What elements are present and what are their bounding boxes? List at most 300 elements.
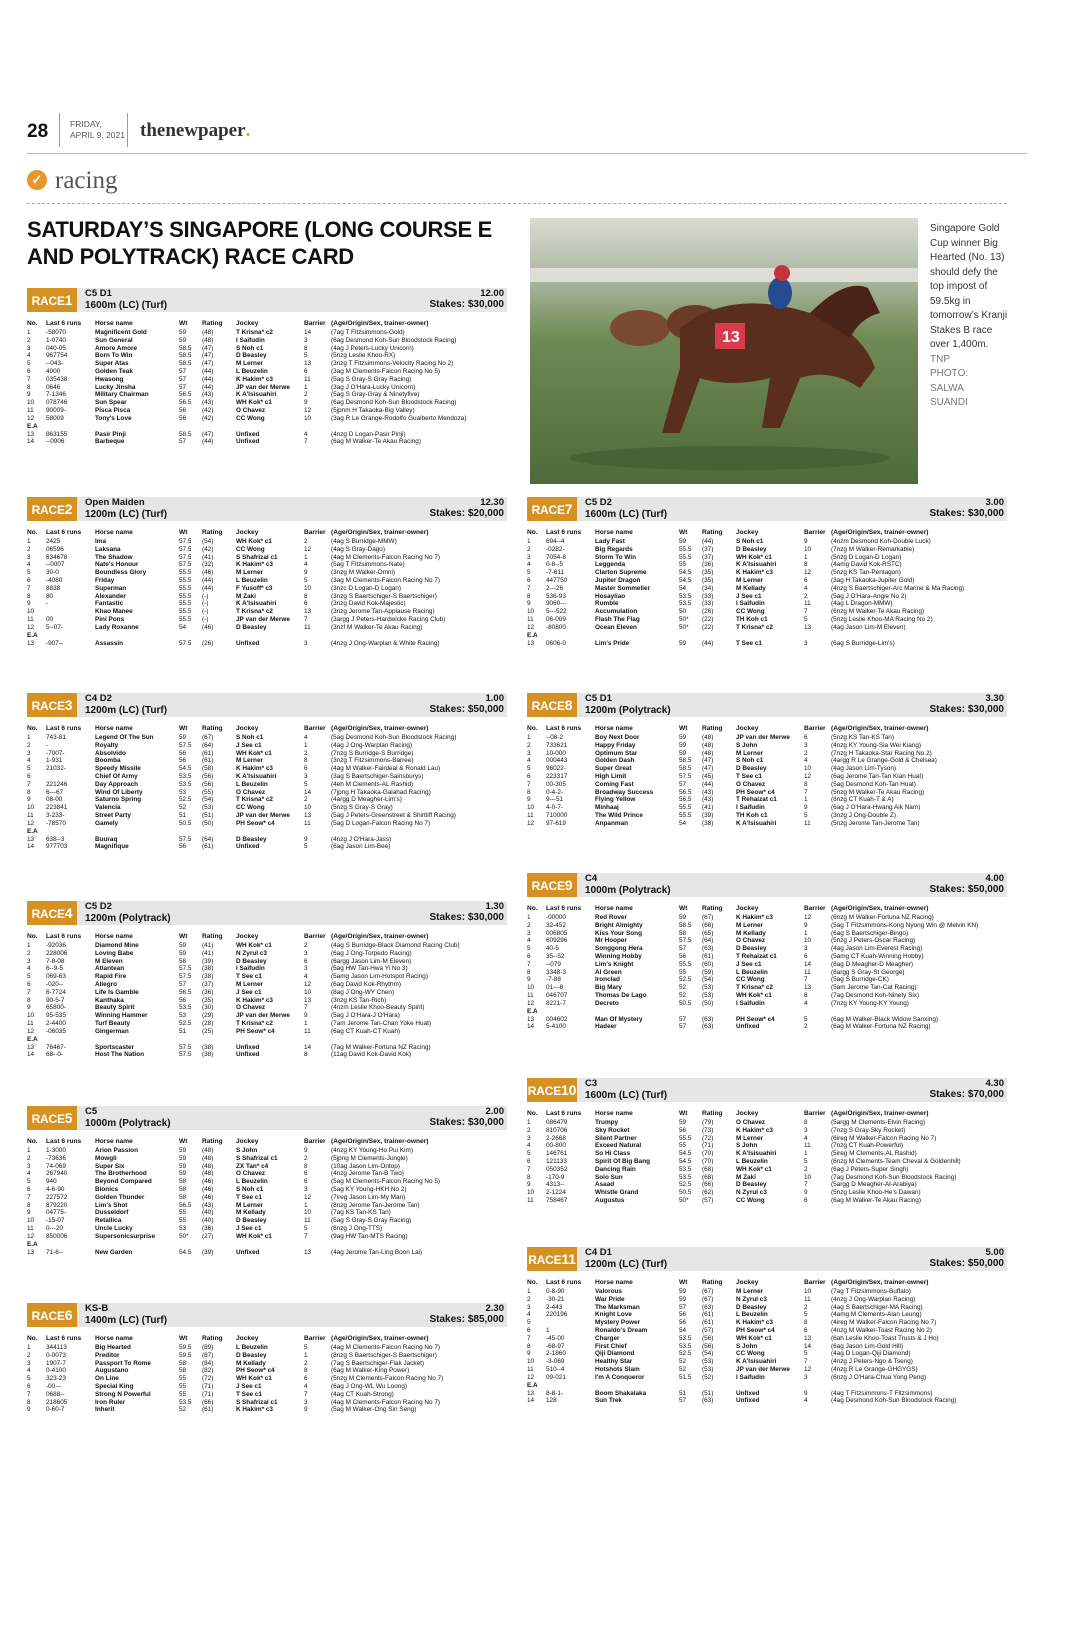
runner-number: 11: [527, 991, 534, 999]
runner-number: 11: [27, 1019, 34, 1027]
runner-number: 4: [527, 561, 531, 569]
race-distance: 1400m (LC) (Turf): [85, 1315, 168, 1326]
trainer-owner: (6nzg M Walker-Te Akau Racing): [831, 608, 925, 616]
horse-name: So Hi Class: [595, 1150, 631, 1158]
last-six-runs: 267940: [46, 1170, 68, 1178]
table-row: [527, 1319, 1007, 1327]
barrier: 8: [304, 1162, 308, 1170]
rating: (61): [202, 843, 214, 851]
race-time: 12.00: [480, 288, 504, 299]
horse-name: Clarton Supreme: [595, 569, 647, 577]
barrier: 2: [804, 592, 808, 600]
racehorse-photo-image: [530, 218, 918, 484]
jockey: WH Kok* c1: [236, 399, 272, 407]
rating: (54): [202, 538, 214, 545]
weight: 58: [679, 929, 687, 937]
barrier: 3: [804, 945, 808, 953]
horse-name: Spirit Of Big Bang: [595, 1157, 651, 1165]
race-photo: [530, 218, 918, 484]
trainer-owner: (4nzg KY Young-Sia Wei Kiang): [831, 741, 922, 749]
table-row: [27, 1209, 507, 1217]
column-header: Rating: [202, 528, 223, 536]
table-row: [27, 345, 507, 353]
last-six-runs: 35--52: [546, 952, 565, 960]
table-row: [527, 1150, 1007, 1158]
photo-caption: [930, 222, 1012, 411]
barrier: 5: [304, 1344, 308, 1351]
last-six-runs: -: [46, 600, 49, 608]
horse-name: Super Great: [595, 765, 632, 773]
jockey: J See c1: [236, 1382, 262, 1390]
runner-number: 2: [527, 741, 531, 749]
jockey: M Lerner: [736, 921, 763, 929]
weight: 56.5: [679, 788, 692, 796]
jockey: CC Wong: [736, 976, 765, 984]
horse-name: Absolvido: [95, 749, 126, 757]
runner-number: 1: [27, 538, 31, 545]
ea-label: E.A: [27, 827, 38, 835]
trainer-owner: (6ag Desmond Koh-Sun Bloodstock Racing): [331, 399, 457, 407]
horse-name: Coming Fast: [595, 780, 634, 788]
race-distance: 1600m (LC) (Turf): [585, 1090, 668, 1101]
table-row: [527, 765, 1007, 773]
rating: (46): [202, 1178, 214, 1186]
barrier: 2: [304, 942, 308, 949]
trainer-owner: (4ag S Gray-Dago): [331, 545, 385, 553]
weight: 53.5: [679, 1342, 692, 1350]
rating: (70): [702, 1157, 714, 1165]
race-class: [85, 497, 167, 520]
runner-number: 14: [27, 438, 35, 446]
rating: (50): [202, 819, 214, 827]
table-row: [527, 608, 1007, 616]
race-class-name: C5: [85, 1106, 98, 1117]
column-header: (Age/Origin/Sex, trainer-owner): [331, 932, 429, 940]
jockey: M Kellady: [736, 929, 766, 937]
last-six-runs: 8838: [46, 584, 61, 592]
barrier: 12: [804, 914, 812, 921]
last-six-runs: [46, 773, 95, 781]
weight: 58.5: [679, 921, 692, 929]
rating: (72): [202, 1375, 214, 1383]
runner-number: 9: [27, 391, 31, 399]
weight: 52.5: [679, 1350, 692, 1358]
race-label: RACE: [31, 699, 65, 713]
jockey: D Beasley: [236, 1351, 267, 1359]
barrier: 14: [804, 960, 812, 968]
last-six-runs: --043-: [46, 360, 64, 368]
runner-number: 14: [527, 1023, 535, 1031]
race-time: 4.00: [985, 873, 1004, 884]
trainer-owner: (5nzg D Logan-D Logan): [831, 553, 902, 561]
table-row: [27, 438, 507, 446]
column-header: Wt: [679, 528, 688, 536]
last-six-runs: 80: [46, 592, 54, 600]
rating: (47): [202, 360, 214, 368]
barrier: 1: [304, 741, 308, 749]
table-row: [527, 1358, 1007, 1366]
rating: (63): [702, 945, 714, 953]
last-six-runs: 323-23: [46, 1375, 66, 1383]
table-row: [27, 1155, 507, 1163]
jockey: Unfixed: [236, 1043, 260, 1051]
weight: 55.5: [179, 600, 192, 608]
column-header: Barrier: [304, 1334, 326, 1342]
last-six-runs: [546, 1319, 595, 1327]
barrier: 10: [304, 804, 312, 812]
table-row: [27, 1163, 507, 1171]
race-stakes: Stakes: $30,000: [929, 508, 1004, 519]
rating: (63): [702, 1397, 714, 1405]
trainer-owner: (4nzg S Baertschiger-Arc Marine & Ma Racing): [831, 584, 965, 592]
weight: 53.5: [179, 1004, 192, 1012]
horse-name: Supersonicsurprise: [95, 1232, 156, 1240]
table-row: [27, 431, 507, 439]
last-six-runs: 04775-: [46, 1209, 66, 1217]
runner-number: 13: [27, 835, 35, 843]
barrier: 6: [304, 1178, 308, 1186]
last-six-runs: 2-2668: [546, 1134, 566, 1142]
runner-number: 9: [527, 976, 531, 984]
divider: [127, 113, 128, 147]
race-number: 1: [64, 292, 73, 308]
trainer-owner: (5ag HW Tan-Hwa Yi No 3): [331, 965, 408, 973]
horse-name: Atlantean: [95, 965, 125, 973]
horse-name: The Brotherhood: [95, 1170, 147, 1178]
horse-name: Augustus: [595, 1196, 625, 1204]
weight: 55: [179, 1375, 187, 1383]
rating: (39): [202, 1248, 214, 1256]
weight: 56: [679, 952, 687, 960]
barrier: 9: [804, 804, 808, 812]
race-distance: 1200m (Polytrack): [85, 913, 171, 924]
race-class-name: C5 D2: [585, 497, 612, 508]
table-row: [27, 1233, 507, 1241]
horse-name: Alexander: [95, 592, 126, 600]
table-row: [27, 973, 507, 981]
rating: (71): [702, 1142, 714, 1150]
runner-number: 9: [527, 1181, 531, 1189]
barrier: 5: [804, 1157, 808, 1165]
horse-name: First Chief: [595, 1342, 627, 1350]
jockey: JP van der Merwe: [236, 383, 290, 391]
column-header: Barrier: [304, 932, 326, 940]
brand-dot: .: [245, 120, 251, 141]
horse-name: Military Chairman: [95, 391, 149, 399]
trainer-owner: (5ag T Fitzsimmons-Nate): [331, 561, 405, 569]
table-row: [527, 796, 1007, 804]
barrier: 13: [804, 984, 812, 992]
trainer-owner: (8nzg S Baertschiger-S Baertschiger): [331, 1351, 437, 1359]
rating: (46): [202, 623, 214, 631]
rating: (52): [702, 1373, 714, 1381]
barrier: 6: [804, 952, 808, 960]
race-distance: 1600m (LC) (Turf): [85, 300, 168, 311]
jockey: D Beasley: [736, 545, 767, 553]
barrier: 4: [804, 584, 808, 592]
race-distance: 1000m (Polytrack): [585, 885, 671, 896]
horse-name: Big Mary: [595, 984, 622, 992]
trainer-owner: (5ag S Gray-S Gray Racing): [331, 1217, 412, 1225]
weight: 55.5: [679, 553, 692, 561]
weight: 59: [679, 1288, 687, 1295]
barrier: 9: [804, 1389, 808, 1397]
barrier: 1: [304, 1019, 308, 1027]
column-header: Horse name: [95, 528, 133, 536]
last-six-runs: 863155: [46, 430, 68, 438]
barrier: 1: [304, 553, 308, 561]
last-six-runs: 3348-3: [546, 968, 566, 976]
race-card-1: [27, 288, 507, 446]
column-header: No.: [27, 1137, 38, 1145]
jockey: I Saifudin: [736, 600, 765, 608]
table-row: [527, 1197, 1007, 1205]
horse-name: Uncle Lucky: [95, 1224, 133, 1232]
rating: (28): [202, 1019, 214, 1027]
table-row: [27, 789, 507, 797]
rating: (56): [702, 1334, 714, 1342]
jockey: K Hakim* c3: [236, 375, 273, 383]
weight: 52: [679, 984, 687, 992]
brand-logo: [140, 120, 250, 142]
barrier: 12: [304, 406, 312, 414]
rating: (47): [202, 344, 214, 352]
last-six-runs: 96022-: [546, 765, 566, 773]
weight: 50*: [179, 1232, 189, 1240]
horse-name: Mowgli: [95, 1154, 117, 1162]
last-six-runs: 1-931: [46, 757, 63, 765]
last-six-runs: -45-00: [546, 1334, 565, 1342]
jockey: Unfixed: [236, 430, 260, 438]
table-row: [27, 399, 507, 407]
runner-number: 13: [27, 639, 35, 647]
column-header: Wt: [679, 1109, 688, 1117]
weight: 57.5: [179, 639, 192, 647]
runner-number: 13: [27, 1043, 35, 1051]
jockey: TH Koh c1: [736, 811, 768, 819]
weight: 56: [679, 1126, 687, 1134]
trainer-owner: (6argg Jason Lim-M Eleven): [331, 957, 412, 965]
weight: 55: [679, 561, 687, 569]
rating: (63): [702, 1015, 714, 1023]
trainer-owner: (3ag S Baertschiger-Sainsburys): [331, 772, 424, 780]
last-six-runs: -00000: [546, 914, 566, 921]
horse-name: Al Green: [595, 968, 622, 976]
trainer-owner: (4ag S Baertschiger-MA Racing): [831, 1303, 923, 1311]
rating: (51): [702, 1389, 714, 1397]
race-label: RACE: [527, 1084, 561, 1098]
weight: 58.5: [679, 765, 692, 773]
barrier: 12: [804, 772, 812, 780]
horse-name: Bionics: [95, 1185, 119, 1193]
jockey: WH Kok* c1: [236, 942, 272, 949]
column-header: Last 6 runs: [546, 904, 582, 912]
barrier: 1: [804, 553, 808, 561]
trainer-owner: (3nzf M Walker-Te Akau Racing): [331, 623, 423, 631]
rating: (29): [202, 1012, 214, 1020]
table-row: [27, 391, 507, 399]
jockey: Unfixed: [736, 1389, 760, 1397]
weight: 53: [179, 1224, 187, 1232]
column-header: Horse name: [595, 724, 633, 732]
horse-name: Speedy Missile: [95, 765, 141, 773]
table-row: [27, 1028, 507, 1036]
barrier: 7: [804, 608, 808, 616]
last-six-runs: -020--: [46, 980, 64, 988]
horse-name: Iron Ruler: [95, 1398, 126, 1406]
trainer-owner: (5amg Jason Lim-Hotspot Racing): [331, 973, 428, 981]
last-six-runs: -78570: [46, 819, 66, 827]
horse-name: Hadeer: [595, 1023, 617, 1031]
trainer-owner: (6ag S Burridge-Lim's): [831, 639, 895, 647]
column-header: Jockey: [236, 528, 259, 536]
jockey: PH Seow* c4: [736, 788, 775, 796]
trainer-owner: (5ag D Logan-Falcon Racing No 7): [331, 819, 431, 827]
jockey: I Saifudin: [236, 336, 265, 344]
table-row: [27, 981, 507, 989]
jockey: JP van der Merwe: [236, 811, 290, 819]
horse-name: Thomas De Lago: [595, 991, 647, 999]
runner-number: 10: [27, 804, 35, 812]
barrier: 11: [304, 819, 311, 827]
horse-name: Silent Partner: [595, 1134, 637, 1142]
table-row: [27, 616, 507, 624]
weight: 54.5: [679, 576, 692, 584]
rating: (50): [702, 999, 714, 1007]
barrier: 10: [304, 1209, 312, 1217]
rating: (84): [202, 1359, 214, 1367]
race-tag: [527, 693, 577, 717]
jockey: CC Wong: [736, 1196, 765, 1204]
trainer-owner: (4ag Jerome Tan-Ling Boon Lai): [331, 1248, 423, 1256]
race-number: 5: [64, 1110, 73, 1126]
weight: 52: [679, 1365, 687, 1373]
rating: (44): [702, 538, 714, 545]
last-six-runs: 221246: [46, 780, 68, 788]
jockey: CC Wong: [236, 545, 265, 553]
barrier: 10: [804, 765, 812, 773]
rating: (41): [202, 949, 214, 957]
horse-name: Beyond Compared: [95, 1178, 152, 1186]
horse-name: Boundless Glory: [95, 569, 147, 577]
trainer-owner: (5ag S Burridge-CK): [831, 976, 889, 984]
column-header: Last 6 runs: [46, 319, 82, 327]
last-six-runs: 6-7724: [46, 988, 66, 996]
emergency-acceptors-row: [27, 828, 507, 836]
race-tag: [27, 901, 77, 925]
race-card-5: [27, 1106, 507, 1256]
column-header: Jockey: [736, 528, 759, 536]
rating: (44): [202, 375, 214, 383]
trainer-owner: (5nzg Leslie Khoo-MA Racing No 2): [831, 615, 933, 623]
trainer-owner: (5nzg M Clements-Falcon Racing No 7): [331, 1375, 444, 1383]
trainer-owner: (6ag Jason Lim-Bee): [331, 843, 391, 851]
rating: (47): [702, 757, 714, 765]
table-row: [27, 376, 507, 384]
trainer-owner: (6ah Leslie Khoo-Toast Trusts & J Ho): [831, 1334, 939, 1342]
table-row: [27, 1399, 507, 1407]
rating: (48): [202, 336, 214, 344]
race-card-10: [527, 1078, 1007, 1205]
trainer-owner: (5ag T Fitzsimmons-Kong Nyong Win @ Melvin KN): [831, 921, 979, 929]
jockey: S John: [736, 1142, 758, 1150]
table-row: [527, 1127, 1007, 1135]
rating: (36): [202, 988, 214, 996]
rating: (79): [702, 1119, 714, 1126]
table-row: [27, 1383, 507, 1391]
horse-name: War Pride: [595, 1295, 625, 1303]
table-row: [527, 953, 1007, 961]
trainer-owner: (6ag CT Kuah-CT Kuah): [331, 1027, 401, 1035]
weight: 58.5: [179, 430, 192, 438]
barrier: 7: [804, 976, 808, 984]
trainer-owner: (4nzg J Ong-Warplan & White Racing): [331, 639, 440, 647]
jockey: T Rehaizat c1: [736, 952, 777, 960]
weight: 50.5: [679, 999, 692, 1007]
weight: 56.5: [179, 1201, 192, 1209]
jockey: Unfixed: [236, 639, 260, 647]
barrier: 5: [804, 615, 808, 623]
weight: 58.5: [179, 352, 192, 360]
masthead: [27, 113, 1027, 161]
runner-number: 10: [27, 1217, 35, 1225]
rating: (57): [702, 1196, 714, 1204]
table-row: [527, 1397, 1007, 1405]
trainer-owner: (4ireg M Walker-Falcon Racing No 7): [831, 1319, 937, 1327]
table-row: [527, 992, 1007, 1000]
jockey: T See c1: [236, 973, 262, 981]
weight: 56: [179, 414, 187, 422]
barrier: 4: [804, 1397, 808, 1405]
horse-name: Pini Pons: [95, 615, 125, 623]
barrier: 14: [304, 329, 312, 336]
ea-label: E.A: [527, 631, 538, 639]
rating: (67): [702, 1295, 714, 1303]
runner-number: 8: [27, 1201, 31, 1209]
trainer-owner: (4argg D Meagher-Lim's): [331, 796, 402, 804]
trainer-owner: (7ag Desmond Koh-Sun Bloodstock Racing): [831, 1173, 957, 1181]
weight: 59.5: [179, 1351, 192, 1359]
runner-number: 5: [27, 765, 31, 773]
barrier: 5: [304, 843, 308, 851]
jockey: O Chavez: [736, 780, 766, 788]
race-class: [585, 497, 667, 520]
barrier: 11: [304, 623, 311, 631]
barrier: 1: [804, 796, 808, 804]
last-six-runs: 227572: [46, 1193, 68, 1201]
horse-name: Hosayliao: [595, 592, 626, 600]
rating: (44): [702, 780, 714, 788]
horse-name: Man Of Mystery: [595, 1015, 643, 1023]
barrier: 5: [804, 1350, 808, 1358]
column-header: Jockey: [736, 1109, 759, 1117]
horse-name: Beauty Spirit: [95, 1004, 135, 1012]
weight: 55: [179, 1382, 187, 1390]
last-six-runs: -06035: [46, 1027, 66, 1035]
last-six-runs: 97-619: [546, 819, 566, 827]
last-six-runs: --0906: [46, 438, 65, 446]
horse-name: Decreto: [595, 999, 619, 1007]
jockey: JP van der Merwe: [736, 1365, 790, 1373]
column-header: Wt: [179, 1137, 188, 1145]
race-distance: 1200m (Polytrack): [585, 705, 671, 716]
race-header: [527, 693, 1007, 717]
column-header: No.: [27, 724, 38, 732]
table-row: [27, 958, 507, 966]
runner-number: 7: [27, 375, 31, 383]
horse-name: Solo Sun: [595, 1173, 623, 1181]
runners-table: [27, 931, 507, 1059]
